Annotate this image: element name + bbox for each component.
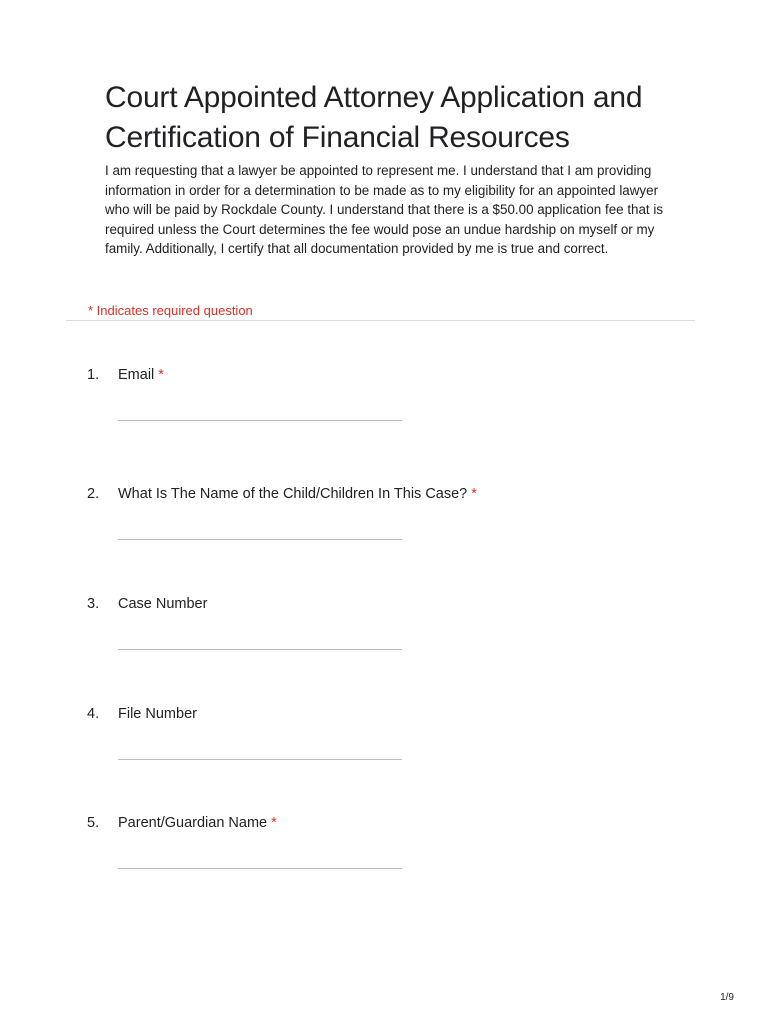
- required-asterisk: *: [158, 367, 164, 383]
- question-text: Case Number: [118, 596, 208, 612]
- question-label: [118, 705, 197, 723]
- required-asterisk: *: [471, 486, 477, 502]
- header-divider: [66, 320, 695, 321]
- form-description: I am requesting that a lawyer be appointed to represent me. I understand that I am providing information in order for a determination to be made as to my eligibility for an appointed lawyer who will be paid by Rockdale County. I understand that there is a $50.00 application fee that is required unless the Court determines the fee would pose an undue hardship on myself or my family. Additionally, I certify that all documentation provided by me is true and correct.: [105, 163, 664, 256]
- question-text: Email: [118, 367, 155, 383]
- question-label: [118, 366, 164, 384]
- question-number: 2.: [87, 486, 100, 502]
- email-answer-field[interactable]: [118, 420, 402, 421]
- child-names-answer-field[interactable]: [118, 539, 402, 540]
- question-number: 5.: [87, 815, 100, 831]
- question-number: 3.: [87, 596, 100, 612]
- parent-guardian-name-answer-field[interactable]: [118, 868, 402, 869]
- required-asterisk: *: [271, 815, 277, 831]
- required-question-note: * Indicates required question: [88, 303, 253, 318]
- page-number: 1/9: [720, 992, 734, 1003]
- case-number-answer-field[interactable]: [118, 649, 402, 650]
- question-label: [118, 485, 477, 503]
- question-label: [118, 814, 277, 832]
- question-label: [118, 595, 207, 613]
- question-number: 4.: [87, 706, 100, 722]
- question-text: File Number: [118, 706, 197, 722]
- file-number-answer-field[interactable]: [118, 759, 402, 760]
- question-text: What Is The Name of the Child/Children In This Case?: [118, 486, 468, 502]
- question-text: Parent/Guardian Name: [118, 815, 268, 831]
- form-title: Court Appointed Attorney Application and Certification of Financial Resources: [105, 81, 643, 154]
- question-number: 1.: [87, 367, 100, 383]
